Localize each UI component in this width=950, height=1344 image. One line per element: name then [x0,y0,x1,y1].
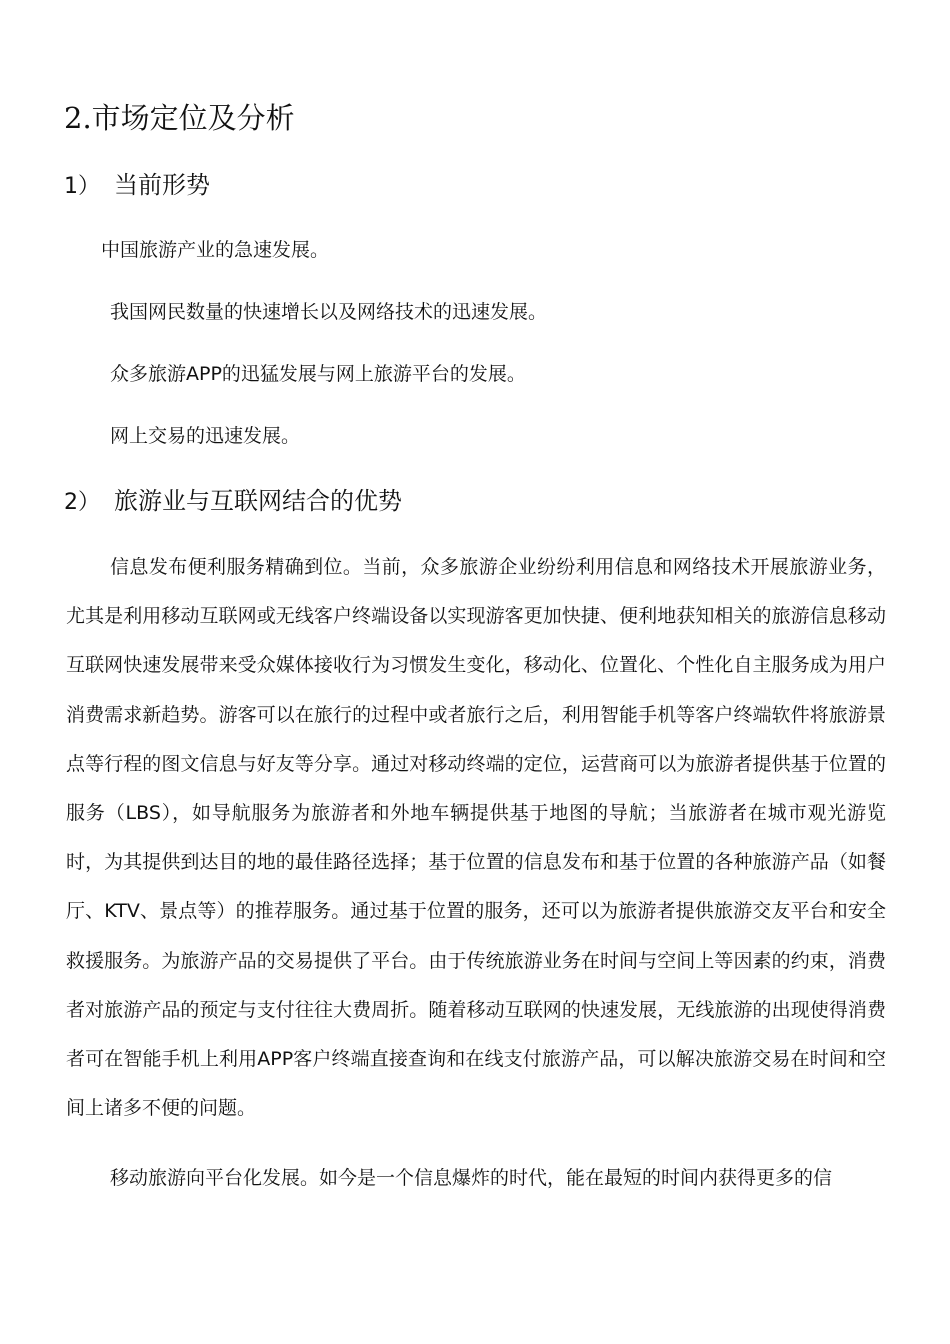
subsection-title: 旅游业与互联网结合的优势 [114,487,402,515]
list-item: 网上交易的迅速发展。 [110,425,301,447]
subsection-heading-2 [64,486,402,518]
subsection-number: 1） [64,174,100,199]
list-item: 众多旅游APP的迅猛发展与网上旅游平台的发展。 [110,363,526,385]
body-paragraph: 移动旅游向平台化发展。如今是一个信息爆炸的时代，能在最短的时间内获得更多的信 [110,1167,833,1189]
subsection-title: 当前形势 [114,171,210,199]
section-heading: 2.市场定位及分析 [64,101,295,135]
subsection-heading-1 [64,170,210,202]
subsection-number: 2） [64,490,100,515]
list-item: 我国网民数量的快速增长以及网络技术的迅速发展。 [110,301,548,323]
list-item: 中国旅游产业的急速发展。 [101,239,330,261]
body-paragraph: 信息发布便利服务精确到位。当前，众多旅游企业纷纷利用信息和网络技术开展旅游业务，尤其是利用移动互联网或无线客户终端设备以实现游客更加快捷、便利地获知相关的旅游信息移动互联网快速发展带来受众媒体接收行为习惯发生变化，移动化、位置化、个性化自主服务成为用户消费需求新趋势。游客可以在旅行的过程中或者旅行之后，利用智能手机等客户终端软件将旅游景点等行程的图文信息与好友等分享。通过对移动终端的定位，运营商可以为旅游者提供基于位置的服务（LBS），如导航服务为旅游者和外地车辆提供基于地图的导航；当旅游者在城市观光游览时，为其提供到达目的地的最佳路径选择；基于位置的信息发布和基于位置的各种旅游产品（如餐厅、KTV、景点等）的推荐服务。通过基于位置的服务，还可以为旅游者提供旅游交友平台和安全救援服务。为旅游产品的交易提供了平台。由于传统旅游业务在时间与空间上等因素的约束，消费者对旅游产品的预定与支付往往大费周折。随着移动互联网的快速发展，无线旅游的出现使得消费者可在智能手机上利用APP客户终端直接查询和在线支付旅游产品，可以解决旅游交易在时间和空间上诸多不便的问题。 [66,556,886,1120]
